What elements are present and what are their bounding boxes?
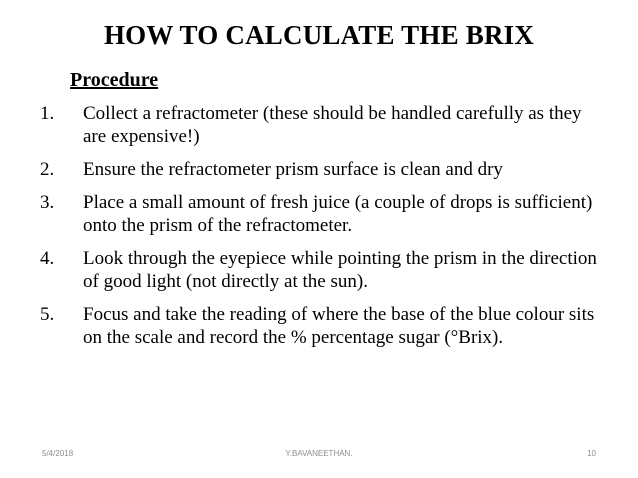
procedure-heading: Procedure [70, 69, 159, 91]
procedure-step [40, 191, 600, 237]
step-number: 3. [40, 192, 55, 213]
procedure-step [40, 102, 600, 148]
footer-page-number: 10 [587, 449, 596, 458]
footer-date: 5/4/2018 [42, 449, 74, 458]
step-number: 4. [40, 248, 55, 269]
step-text: Ensure the refractometer prism surface is clean and dry [83, 159, 503, 180]
procedure-step [40, 158, 600, 181]
step-number: 1. [40, 103, 55, 124]
procedure-step [40, 303, 600, 349]
footer-author: Y.BAVANEETHAN. [285, 449, 353, 458]
step-number: 5. [40, 304, 55, 325]
step-text: Look through the eyepiece while pointing the prism in the direction of good light (not directly at the sun). [83, 248, 597, 292]
procedure-step [40, 247, 600, 293]
step-number: 2. [40, 159, 55, 180]
slide-title: HOW TO CALCULATE THE BRIX [103, 20, 535, 50]
step-text: Collect a refractometer (these should be handled carefully as they are expensive!) [83, 103, 582, 147]
step-text: Focus and take the reading of where the base of the blue colour sits on the scale and record the % percentage sugar (°Brix). [83, 304, 595, 348]
procedure-steps-list [40, 102, 600, 359]
step-text: Place a small amount of fresh juice (a couple of drops is sufficient) onto the prism of the refractometer. [83, 192, 593, 236]
